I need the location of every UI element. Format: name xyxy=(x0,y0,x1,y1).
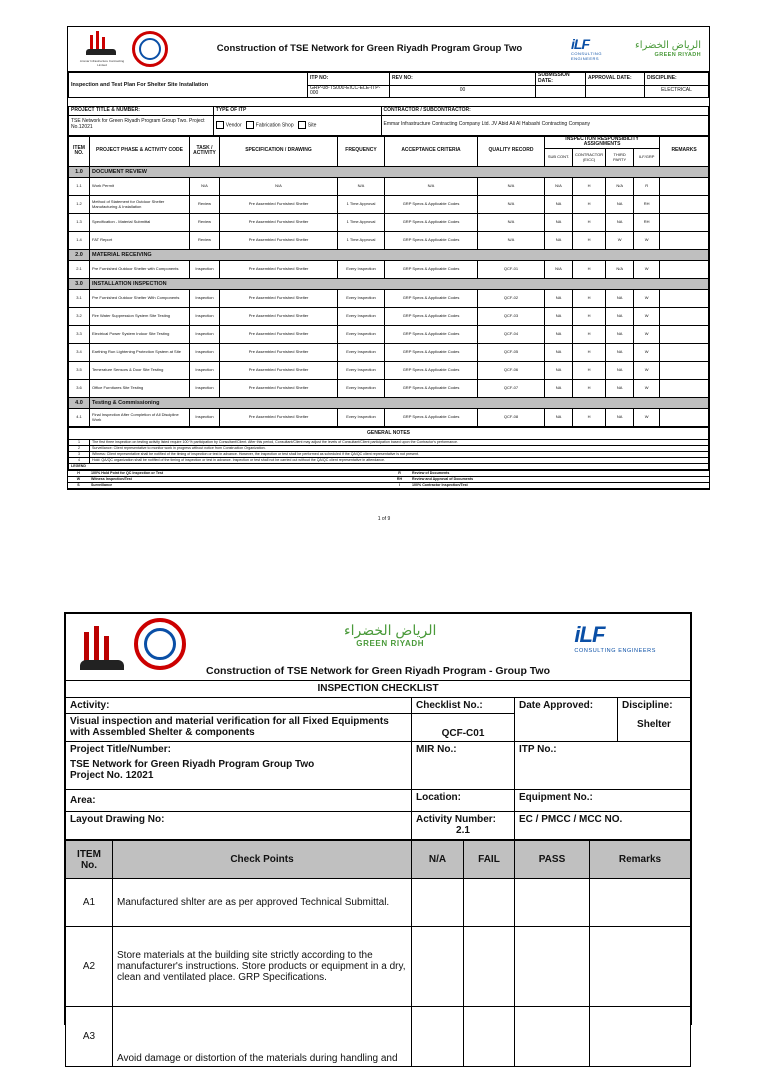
cell-remarks xyxy=(660,344,709,362)
project-title: TSE Network for Green Riyadh Program Group Two. Project No.12021 xyxy=(69,115,214,135)
na-cell[interactable] xyxy=(412,1007,464,1067)
cell-activity: Work Permit xyxy=(90,178,190,196)
cell-task: Review xyxy=(190,232,220,250)
cell-frequency: N/A xyxy=(338,178,385,196)
cell-third-party: NA xyxy=(606,196,634,214)
project-title: TSE Network for Green Riyadh Program Group Two xyxy=(70,759,315,770)
legend-code: H xyxy=(68,471,89,477)
col-contractor: CONTRACTOR (EICC) xyxy=(573,149,606,167)
cell-remarks xyxy=(660,409,709,427)
cell-activity: Electrical Power System Indoor Site Testing xyxy=(90,326,190,344)
cell-task: Inspection xyxy=(190,308,220,326)
contractor-label: CONTRACTOR / SUBCONTRACTOR: xyxy=(381,106,709,115)
discipline-label: Discipline: xyxy=(622,700,673,711)
cell-remarks xyxy=(660,380,709,398)
general-notes-table xyxy=(68,427,709,470)
checklist-no: QCF-C01 xyxy=(412,714,515,742)
cell-activity: Method of Statement for Outdoor Shelter Manufacturing & Installation xyxy=(90,196,190,214)
itp-type-site: Site xyxy=(307,122,317,129)
cell-remarks xyxy=(660,178,709,196)
itp-type-fabrication: Fabrication Shop xyxy=(255,122,294,129)
doc-title: Inspection and Test Plan For Shelter Site Installation xyxy=(69,73,308,98)
fail-cell[interactable] xyxy=(464,927,515,1007)
cell-remarks xyxy=(660,308,709,326)
legend-code: W xyxy=(68,477,89,483)
cell-item-no: 3.1 xyxy=(69,290,90,308)
section-row xyxy=(69,279,709,290)
section-name: DOCUMENT REVIEW xyxy=(90,167,709,178)
cell-ilf-grp: W xyxy=(634,290,660,308)
cell-contractor: H xyxy=(573,380,606,398)
cell-specification: Pre Assembled Furnished Shelter xyxy=(220,308,338,326)
cell-ilf-grp: W xyxy=(634,261,660,279)
checkpoint-row xyxy=(66,1007,691,1067)
itp-sheet xyxy=(67,26,710,490)
cell-item-no: 4.1 xyxy=(69,409,90,427)
checkpoints-table xyxy=(65,840,691,1067)
cell-frequency: Every Inspection xyxy=(338,380,385,398)
cell-specification: Pre Assembled Furnished Shelter xyxy=(220,326,338,344)
cell-acceptance-criteria: GRP Specs & Applicable Codes xyxy=(385,290,478,308)
cell-sub-cont: NA xyxy=(545,380,573,398)
cell-third-party: NA xyxy=(606,290,634,308)
cell-ilf-grp: RH xyxy=(634,214,660,232)
cell-third-party: NA xyxy=(606,344,634,362)
legend-description: Review of Documents xyxy=(410,471,709,477)
cell-item-no: 3.3 xyxy=(69,326,90,344)
fail-cell[interactable] xyxy=(464,1007,515,1067)
table-row xyxy=(69,326,709,344)
cell-frequency: Every Inspection xyxy=(338,409,385,427)
section-row xyxy=(69,167,709,178)
cell-item-no: 1.4 xyxy=(69,232,90,250)
col-na: N/A xyxy=(412,841,464,879)
cell-ilf-grp: W xyxy=(634,344,660,362)
section-number: 3.0 xyxy=(69,279,90,290)
section-number: 4.0 xyxy=(69,398,90,409)
legend-row xyxy=(68,483,709,489)
cell-quality-record: QCF-08 xyxy=(478,409,545,427)
table-row xyxy=(69,178,709,196)
cell-task: Review xyxy=(190,196,220,214)
cell-specification: Pre Assembled Furnished Shelter xyxy=(220,362,338,380)
cell-quality-record: QCF-04 xyxy=(478,326,545,344)
cell-task: Review xyxy=(190,214,220,232)
cell-specification: Pre Assembled Furnished Shelter xyxy=(220,344,338,362)
checklist-project-heading: Construction of TSE Network for Green Riyadh Program - Group Two xyxy=(206,665,550,677)
itp-project-table xyxy=(68,106,709,136)
note-number: 1 xyxy=(69,440,90,446)
cell-acceptance-criteria: GRP Specs & Applicable Codes xyxy=(385,362,478,380)
cell-ilf-grp: R xyxy=(634,178,660,196)
cell-sub-cont: NA xyxy=(545,214,573,232)
note-text: Witness: Client representative shall be notified of the timing of inspection or test in advance. However, the inspection or test shall be performed as scheduled if the QA/QC client representative is not present. xyxy=(90,452,709,458)
page-number: 1 of 9 xyxy=(377,516,391,522)
cell-activity: Specification - Material Submittal xyxy=(90,214,190,232)
layout-drawing-label: Layout Drawing No: xyxy=(66,812,412,840)
cell-ilf-grp: W xyxy=(634,362,660,380)
cell-third-party: W xyxy=(606,232,634,250)
table-row xyxy=(69,232,709,250)
remarks-cell[interactable] xyxy=(590,879,691,927)
na-cell[interactable] xyxy=(412,927,464,1007)
section-row xyxy=(69,250,709,261)
cell-quality-record: QCF-05 xyxy=(478,344,545,362)
note-number: 4 xyxy=(69,458,90,464)
cell-activity: Fire Water Suppression System Site Testing xyxy=(90,308,190,326)
na-cell[interactable] xyxy=(412,879,464,927)
note-text: Surveillance: Client representative to monitor work in progress without notice from Construction Organization. xyxy=(90,446,709,452)
type-of-itp-label: TYPE OF ITP xyxy=(213,106,381,115)
checkpoint-row xyxy=(66,927,691,1007)
cell-contractor: H xyxy=(573,326,606,344)
cell-specification: Pre Assembled Furnished Shelter xyxy=(220,261,338,279)
cell-frequency: Every Inspection xyxy=(338,326,385,344)
cell-quality-record: N/A xyxy=(478,232,545,250)
checkpoint-text: Avoid damage or distortion of the materials during handling and xyxy=(113,1007,412,1067)
legend-description: 100% Contractor Inspection/Test xyxy=(410,483,709,489)
cell-third-party: NA xyxy=(606,362,634,380)
checkpoint-text: Manufactured shlter are as per approved Technical Submittal. xyxy=(113,879,412,927)
discipline-value: Shelter xyxy=(637,719,671,730)
col-quality-record: QUALITY RECORD xyxy=(478,136,545,167)
itp-info-table xyxy=(68,72,709,106)
section-number: 1.0 xyxy=(69,167,90,178)
cell-quality-record: QCF-02 xyxy=(478,290,545,308)
legend-description: Surveillance xyxy=(89,483,389,489)
cell-ilf-grp: RH xyxy=(634,196,660,214)
project-number: Project No. 12021 xyxy=(70,770,154,781)
cell-remarks xyxy=(660,196,709,214)
checkpoint-item-no: A3 xyxy=(66,1007,113,1067)
cell-frequency: Every Inspection xyxy=(338,362,385,380)
cell-contractor: H xyxy=(573,362,606,380)
cell-remarks xyxy=(660,362,709,380)
itp-type-vendor: Vendor xyxy=(225,122,242,129)
location-label: Location: xyxy=(412,790,515,812)
client-logo: الرياض الخضراء GREEN RIYADH xyxy=(344,622,437,648)
cell-third-party: NA xyxy=(606,214,634,232)
cell-sub-cont: NA xyxy=(545,196,573,214)
cell-contractor: H xyxy=(573,261,606,279)
cell-acceptance-criteria: GRP Specs & Applicable Codes xyxy=(385,380,478,398)
col-remarks: Remarks xyxy=(590,841,691,879)
cell-remarks xyxy=(660,290,709,308)
project-title-cell xyxy=(66,742,412,790)
cell-frequency: 1 Time Approval xyxy=(338,196,385,214)
cell-task: Inspection xyxy=(190,290,220,308)
checklist-banner xyxy=(66,614,691,681)
pass-cell[interactable] xyxy=(515,1007,590,1067)
legend-description: 100% Hold Point for QC Inspection or Test xyxy=(89,471,389,477)
cell-contractor: H xyxy=(573,178,606,196)
cell-task: Inspection xyxy=(190,344,220,362)
general-notes-title: GENERAL NOTES xyxy=(69,428,709,440)
col-responsibility: INSPECTION RESPONSIBILITY ASSIGNMENTS xyxy=(545,136,660,149)
discipline-cell xyxy=(618,698,691,742)
cell-specification: N/A xyxy=(220,178,338,196)
remarks-cell[interactable] xyxy=(590,927,691,1007)
itp-type-checkboxes xyxy=(213,115,381,135)
col-sub-cont: SUB CONT. xyxy=(545,149,573,167)
section-number: 2.0 xyxy=(69,250,90,261)
cell-acceptance-criteria: GRP Specs & Applicable Codes xyxy=(385,232,478,250)
consultant-logo: iLF CONSULTING ENGINEERS xyxy=(574,622,656,654)
remarks-cell[interactable] xyxy=(590,1007,691,1067)
cell-task: Inspection xyxy=(190,261,220,279)
contractor-name: Emmar Infrastructure Contracting Company Ltd. JV Abid Ali Al Habashi Contracting Company xyxy=(381,115,709,135)
cell-remarks xyxy=(660,261,709,279)
cell-third-party: NA xyxy=(606,326,634,344)
cell-activity: Pre Furnished Outdoor Shelter With Components xyxy=(90,290,190,308)
cell-specification: Pre Assembled Furnished Shelter xyxy=(220,290,338,308)
cell-acceptance-criteria: GRP Specs & Applicable Codes xyxy=(385,214,478,232)
checkpoint-row xyxy=(66,879,691,927)
section-name: MATERIAL RECEIVING xyxy=(90,250,709,261)
pass-cell[interactable] xyxy=(515,927,590,1007)
cell-third-party: NA xyxy=(606,380,634,398)
date-approved-label: Date Approved: xyxy=(515,698,618,742)
col-check-points: Check Points xyxy=(113,841,412,879)
legend-code: I xyxy=(389,483,410,489)
cell-specification: Pre Assembled Furnished Shelter xyxy=(220,232,338,250)
table-row xyxy=(69,196,709,214)
cell-activity: FAT Report xyxy=(90,232,190,250)
cell-frequency: 1 Time Approval xyxy=(338,232,385,250)
cell-item-no: 3.2 xyxy=(69,308,90,326)
client-logo: الرياض الخضراء GREEN RIYADH xyxy=(635,40,701,58)
cell-specification: Pre Assembled Furnished Shelter xyxy=(220,380,338,398)
itp-activity-table xyxy=(68,136,709,428)
col-item-no: ITEM No. xyxy=(66,841,113,879)
cell-activity: Pre Furnished Outdoor Shelter with Components xyxy=(90,261,190,279)
cell-item-no: 2.1 xyxy=(69,261,90,279)
note-number: 2 xyxy=(69,446,90,452)
col-specification: SPECIFICATION / DRAWING xyxy=(220,136,338,167)
col-pass: PASS xyxy=(515,841,590,879)
cell-quality-record: N/A xyxy=(478,178,545,196)
checklist-title: INSPECTION CHECKLIST xyxy=(66,681,691,698)
rev-no-label: REV NO: xyxy=(390,73,536,86)
cell-ilf-grp: W xyxy=(634,232,660,250)
cell-activity: Office Furnitures Site Testing xyxy=(90,380,190,398)
legend-title: LEGEND xyxy=(69,464,709,470)
checkpoint-item-no: A2 xyxy=(66,927,113,1007)
cell-acceptance-criteria: GRP Specs & Applicable Codes xyxy=(385,308,478,326)
project-title-label: Project Title/Number: xyxy=(70,744,171,755)
col-frequency: FREQUENCY xyxy=(338,136,385,167)
cell-contractor: H xyxy=(573,290,606,308)
col-task: TASK / ACTIVITY xyxy=(190,136,220,167)
legend-table xyxy=(68,470,709,489)
discipline-label: DISCIPLINE: xyxy=(645,73,709,86)
note-text: The first three inspection on testing activity listed require 100 % participation by Consultant/Client. After this period, Consultant/Client may adjust the levels of Consultant/Client participation based upon the Contractor's performance. xyxy=(90,440,709,446)
checklist-sheet xyxy=(64,612,692,1064)
submission-date-label: SUBMISSION DATE: xyxy=(536,73,586,86)
cell-acceptance-criteria: GRP Specs & Applicable Codes xyxy=(385,196,478,214)
fabrication-shop-checkbox[interactable] xyxy=(246,121,254,129)
cell-task: N/A xyxy=(190,178,220,196)
cell-activity: Earthing Run Lightening Protection System at Site xyxy=(90,344,190,362)
cell-ilf-grp: W xyxy=(634,326,660,344)
section-name: Testing & Commissioning xyxy=(90,398,709,409)
activity-label: Activity: xyxy=(66,698,412,714)
activity-number-label: Activity Number: xyxy=(416,814,497,825)
rev-no: 00 xyxy=(390,85,536,98)
cell-ilf-grp: W xyxy=(634,409,660,427)
table-row xyxy=(69,409,709,427)
pass-cell[interactable] xyxy=(515,879,590,927)
cell-remarks xyxy=(660,232,709,250)
itp-no: GRP-08-TS000-EICC-ELE-ITP-000 xyxy=(308,85,390,98)
cell-quality-record: QCF-07 xyxy=(478,380,545,398)
col-phase: PROJECT PHASE & ACTIVITY CODE xyxy=(90,136,190,167)
consultant-logo: iLF CONSULTING ENGINEERS xyxy=(571,36,602,62)
legend-description: Review and Approval of Documents xyxy=(410,477,709,483)
checklist-no-label: Checklist No.: xyxy=(412,698,515,714)
cell-acceptance-criteria: N/A xyxy=(385,178,478,196)
cell-frequency: Every Inspection xyxy=(338,290,385,308)
contractor-logo xyxy=(78,31,126,67)
cell-acceptance-criteria: GRP Specs & Applicable Codes xyxy=(385,326,478,344)
cell-sub-cont: NA xyxy=(545,290,573,308)
itp-no-label: ITP NO: xyxy=(308,73,390,86)
cell-activity: Final Inspection After Completion of All Discipline Work xyxy=(90,409,190,427)
fail-cell[interactable] xyxy=(464,879,515,927)
cell-contractor: H xyxy=(573,214,606,232)
col-acceptance: ACCEPTANCE CRITERIA xyxy=(385,136,478,167)
cell-frequency: 1 Time Approval xyxy=(338,214,385,232)
cell-task: Inspection xyxy=(190,380,220,398)
cell-frequency: Every Inspection xyxy=(338,308,385,326)
checkpoint-item-no: A1 xyxy=(66,879,113,927)
project-heading: Construction of TSE Network for Green Riyadh Program Group Two xyxy=(216,42,523,54)
cell-task: Inspection xyxy=(190,409,220,427)
activity-number-cell xyxy=(412,812,515,840)
site-checkbox[interactable] xyxy=(298,121,306,129)
cell-sub-cont: N/A xyxy=(545,178,573,196)
table-row xyxy=(69,261,709,279)
cell-item-no: 1.2 xyxy=(69,196,90,214)
project-title-label: PROJECT TITLE & NUMBER: xyxy=(69,106,214,115)
cell-third-party: N/A xyxy=(606,261,634,279)
col-remarks: REMARKS xyxy=(660,136,709,167)
cell-activity: Temerature Sensors & Door Site Testing xyxy=(90,362,190,380)
cell-quality-record: N/A xyxy=(478,214,545,232)
table-row xyxy=(69,380,709,398)
cell-specification: Pre Assembled Furnished Shelter xyxy=(220,196,338,214)
itp-header xyxy=(68,27,709,72)
table-row xyxy=(69,290,709,308)
cell-quality-record: QCF-01 xyxy=(478,261,545,279)
cell-ilf-grp: W xyxy=(634,380,660,398)
cell-third-party: NA xyxy=(606,308,634,326)
mir-no-label: MIR No.: xyxy=(412,742,515,790)
legend-code: S xyxy=(68,483,89,489)
area-label: Area: xyxy=(66,790,412,812)
checklist-header-table xyxy=(65,613,691,840)
legend-code: RH xyxy=(389,477,410,483)
cell-item-no: 1.1 xyxy=(69,178,90,196)
cell-item-no: 3.4 xyxy=(69,344,90,362)
section-name: INSTALLATION INSPECTION xyxy=(90,279,709,290)
cell-acceptance-criteria: GRP Specs & Applicable Codes xyxy=(385,344,478,362)
contractor-logo-text: Ammar Infrastructure Contracting Limited xyxy=(79,59,125,67)
company-seal-logo xyxy=(132,31,168,67)
cell-sub-cont: NA xyxy=(545,326,573,344)
cell-item-no: 3.5 xyxy=(69,362,90,380)
discipline: ELECTRICAL xyxy=(645,85,709,98)
panel-no-label: EC / PMCC / MCC NO. xyxy=(515,812,691,840)
col-ilf-grp: ILF/GRP xyxy=(634,149,660,167)
table-row xyxy=(69,308,709,326)
itp-no-label: ITP No.: xyxy=(515,742,691,790)
cell-sub-cont: NA xyxy=(545,409,573,427)
cell-third-party: NA xyxy=(606,409,634,427)
vendor-checkbox[interactable] xyxy=(216,121,224,129)
cell-quality-record: N/A xyxy=(478,196,545,214)
activity-description: Visual inspection and material verification for all Fixed Equipments with Assembled Shelter & components xyxy=(66,714,412,742)
table-row xyxy=(69,362,709,380)
section-row xyxy=(69,398,709,409)
equipment-no-label: Equipment No.: xyxy=(515,790,691,812)
cell-contractor: H xyxy=(573,344,606,362)
cell-sub-cont: NA xyxy=(545,308,573,326)
table-row xyxy=(69,344,709,362)
col-item-no: ITEM NO. xyxy=(69,136,90,167)
cell-item-no: 1.3 xyxy=(69,214,90,232)
cell-task: Inspection xyxy=(190,326,220,344)
contractor-logo xyxy=(74,618,126,670)
cell-contractor: H xyxy=(573,308,606,326)
col-fail: FAIL xyxy=(464,841,515,879)
cell-ilf-grp: W xyxy=(634,308,660,326)
cell-frequency: Every Inspection xyxy=(338,261,385,279)
cell-task: Inspection xyxy=(190,362,220,380)
cell-sub-cont: NA xyxy=(545,362,573,380)
cell-contractor: H xyxy=(573,196,606,214)
cell-specification: Pre Assembled Furnished Shelter xyxy=(220,214,338,232)
checkpoint-text: Store materials at the building site strictly according to the manufacturer's instructions. Store products or equipment in a dry, clean and ventilated place. GRP Specifications. xyxy=(113,927,412,1007)
company-seal-logo xyxy=(134,618,186,670)
cell-frequency: Every Inspection xyxy=(338,344,385,362)
cell-quality-record: QCF-03 xyxy=(478,308,545,326)
cell-contractor: H xyxy=(573,232,606,250)
approval-date-label: APPROVAL DATE: xyxy=(586,73,645,86)
cell-sub-cont: NA xyxy=(545,344,573,362)
legend-description: Witness Inspection/Test xyxy=(89,477,389,483)
cell-third-party: N/A xyxy=(606,178,634,196)
cell-remarks xyxy=(660,326,709,344)
cell-acceptance-criteria: GRP Specs & Applicable Codes xyxy=(385,409,478,427)
cell-acceptance-criteria: GRP Specs & Applicable Codes xyxy=(385,261,478,279)
cell-contractor: H xyxy=(573,409,606,427)
cell-sub-cont: NA xyxy=(545,232,573,250)
cell-sub-cont: N/A xyxy=(545,261,573,279)
note-number: 3 xyxy=(69,452,90,458)
table-row xyxy=(69,214,709,232)
cell-quality-record: QCF-06 xyxy=(478,362,545,380)
cell-remarks xyxy=(660,214,709,232)
activity-number: 2.1 xyxy=(456,825,470,836)
note-text: Hold: QA/QC organization shall be notified of the timing of inspection or test in advance. Inspection or test shall not be carried out without the QA/QC client representative in attendance. xyxy=(90,458,709,464)
cell-item-no: 3.6 xyxy=(69,380,90,398)
legend-code: R xyxy=(389,471,410,477)
col-third-party: THIRD PARTY xyxy=(606,149,634,167)
cell-specification: Pre Assembled Furnished Shelter xyxy=(220,409,338,427)
